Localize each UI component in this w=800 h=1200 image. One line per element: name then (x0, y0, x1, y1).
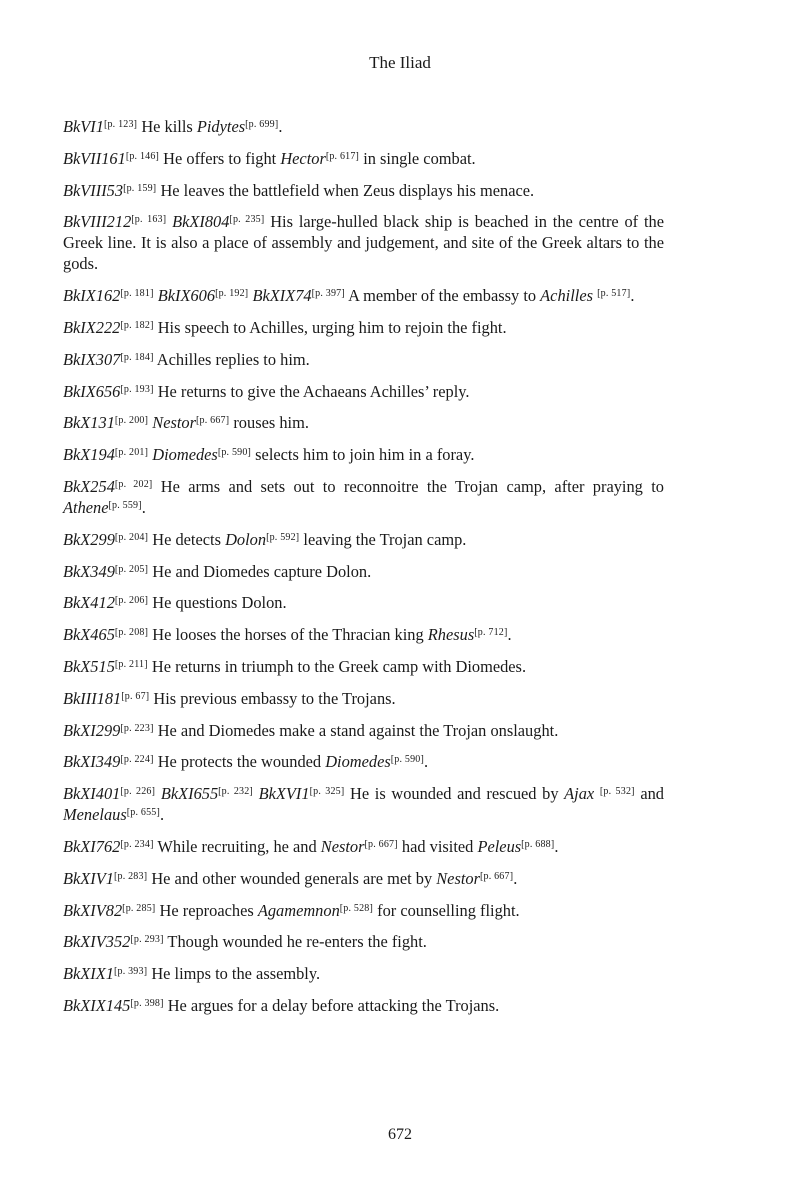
person-name-link[interactable]: Menelaus (63, 805, 127, 825)
entry-text: He offers to fight (159, 148, 281, 168)
page-reference-link[interactable]: [p. 208] (114, 627, 149, 639)
entry-text: He looses the horses of the Thracian king (148, 625, 428, 645)
person-name-link[interactable]: Diomedes (152, 445, 218, 465)
page-reference-link[interactable]: [p. 211] (114, 658, 148, 670)
entry-text: He kills (137, 117, 197, 136)
index-entry (63, 211, 664, 274)
book-reference-link[interactable]: BkX299 (63, 529, 115, 549)
page-reference-link[interactable]: [p. 532] (599, 786, 635, 798)
person-name-link[interactable]: Achilles (540, 286, 593, 306)
book-reference-link[interactable]: BkX465 (63, 625, 115, 645)
page-reference-link[interactable]: [p. 712] (474, 627, 508, 639)
page-reference-link[interactable]: [p. 184] (120, 351, 154, 363)
entry-text: selects him to join him in a foray. (251, 445, 475, 465)
entry-text: . (507, 625, 512, 645)
entry-text: leaving the Trojan camp. (299, 529, 467, 549)
entry-text: He detects (148, 529, 226, 549)
index-entry (63, 349, 664, 370)
entry-text: . (160, 805, 165, 825)
entry-text: and (634, 784, 664, 804)
book-reference-link[interactable]: BkX254 (63, 476, 115, 496)
entry-text: His previous embassy to the Trojans. (149, 688, 396, 708)
book-reference-link[interactable]: BkX515 (63, 656, 115, 676)
index-entry (63, 751, 664, 772)
person-name-link[interactable]: Hector (280, 148, 326, 168)
book-reference-link[interactable]: BkVIII53 (63, 180, 124, 200)
book-reference-link[interactable]: BkX412 (63, 593, 115, 613)
index-entry (63, 836, 664, 857)
index-entries (63, 116, 664, 1027)
page-reference-link[interactable]: [p. 223] (120, 722, 154, 734)
index-entry (63, 900, 664, 921)
entry-text: in single combat. (359, 148, 476, 168)
page-reference-link[interactable]: [p. 283] (113, 870, 148, 882)
page-reference-link[interactable]: [p. 617] (325, 150, 360, 162)
entry-text: He and Diomedes capture Dolon. (148, 561, 372, 581)
page-reference-link[interactable]: [p. 397] (311, 288, 345, 300)
index-entry (63, 529, 664, 550)
person-name-link[interactable]: Ajax (564, 784, 595, 804)
book-reference-link[interactable]: BkVI1 (63, 117, 104, 136)
book-reference-link[interactable]: BkXI762 (63, 836, 121, 856)
person-name-link[interactable]: Peleus (477, 836, 522, 856)
page-reference-link[interactable]: [p. 224] (120, 754, 154, 766)
person-name-link[interactable]: Nestor (436, 868, 480, 888)
page-reference-link[interactable]: [p. 163] (131, 214, 167, 226)
person-name-link[interactable]: Diomedes (325, 752, 391, 772)
person-name-link[interactable]: Athene (63, 497, 109, 517)
page-reference-link[interactable]: [p. 204] (114, 531, 149, 543)
page-reference-link[interactable]: [p. 146] (125, 150, 160, 162)
entry-text: A member of the embassy to (344, 286, 541, 306)
book-reference-link[interactable]: BkX194 (63, 445, 115, 465)
index-entry (63, 412, 664, 433)
entry-text: . (278, 117, 283, 136)
index-entry (63, 476, 664, 518)
book-reference-link[interactable]: BkXIV352 (63, 932, 131, 952)
entry-text: Though wounded he re-enters the fight. (163, 932, 427, 952)
page-reference-link[interactable]: [p. 592] (266, 531, 300, 543)
entry-text: He leaves the battlefield when Zeus displays his menace. (156, 180, 535, 200)
book-reference-link[interactable]: BkX131 (63, 413, 115, 433)
index-entry (63, 444, 664, 465)
entry-text: He arms and sets out to reconnoitre the Trojan camp, after praying to (152, 476, 664, 496)
index-entry (63, 720, 664, 741)
index-entry (63, 592, 664, 613)
book-reference-link[interactable]: BkIX222 (63, 317, 121, 337)
book-reference-link[interactable]: BkXIX74 (252, 286, 312, 306)
entry-text: He is wounded and rescued by (344, 784, 565, 804)
book-reference-link[interactable]: BkVIII212 (63, 212, 132, 232)
page-reference-link[interactable]: [p. 205] (114, 563, 149, 575)
index-entry (63, 688, 664, 709)
book-reference-link[interactable]: BkIX307 (63, 349, 121, 369)
person-name-link[interactable]: Rhesus (427, 625, 475, 645)
running-title: The Iliad (369, 53, 431, 72)
page-reference-link[interactable]: [p. 159] (123, 182, 157, 194)
book-reference-link[interactable]: BkIX606 (157, 286, 216, 306)
index-entry (63, 995, 664, 1016)
index-entry (63, 963, 664, 984)
entry-text: . (141, 497, 146, 517)
entry-text: He argues for a delay before attacking the Trojans. (163, 995, 500, 1015)
book-reference-link[interactable]: BkXI349 (63, 752, 121, 772)
index-entry (63, 148, 664, 169)
person-name-link[interactable]: Pidytes (196, 117, 246, 136)
entry-text: He returns in triumph to the Greek camp with Diomedes. (147, 656, 527, 676)
book-reference-link[interactable]: BkIII181 (63, 688, 122, 708)
person-name-link[interactable]: Nestor (320, 836, 365, 856)
page-reference-link[interactable]: [p. 667] (195, 415, 230, 427)
book-reference-link[interactable]: BkXIX145 (63, 995, 131, 1015)
index-entry (63, 656, 664, 677)
entry-text: He and other wounded generals are met by (147, 868, 437, 888)
book-reference-link[interactable]: BkXIV82 (63, 900, 123, 920)
index-entry (63, 783, 664, 825)
page-reference-link[interactable]: [p. 123] (103, 119, 138, 130)
page-reference-link[interactable]: [p. 528] (339, 902, 374, 914)
book-reference-link[interactable]: BkIX656 (63, 381, 121, 401)
book-reference-link[interactable]: BkXI401 (63, 784, 121, 804)
page-reference-link[interactable]: [p. 226] (120, 786, 156, 798)
page-reference-link[interactable]: [p. 398] (130, 997, 164, 1009)
page-reference-link[interactable]: [p. 201] (114, 447, 149, 459)
entry-text: . (424, 752, 429, 772)
book-reference-link[interactable]: BkXI655 (160, 784, 219, 804)
page-reference-link[interactable]: [p. 325] (309, 786, 345, 798)
page-reference-link[interactable]: [p. 590] (390, 754, 425, 766)
page-reference-link[interactable]: [p. 655] (126, 807, 160, 819)
index-entry (63, 868, 664, 889)
book-reference-link[interactable]: BkXIX1 (63, 964, 114, 984)
entry-text: He limps to the assembly. (147, 964, 321, 984)
page-reference-link[interactable]: [p. 181] (120, 288, 154, 300)
book-reference-link[interactable]: BkVII161 (63, 148, 126, 168)
entry-text: had visited (397, 836, 478, 856)
index-entry (63, 317, 664, 338)
entry-text: . (630, 286, 635, 306)
person-name-link[interactable]: Nestor (152, 413, 196, 433)
entry-text: His large-hulled black ship is beached in the centre of the Greek line. It is also a place of assembly and judgement, and site of the Greek altars to the gods. (63, 212, 664, 274)
page-reference-link[interactable]: [p. 393] (113, 966, 148, 978)
index-entry (63, 624, 664, 645)
page-reference-link[interactable]: [p. 285] (122, 902, 156, 914)
index-entry (63, 381, 664, 402)
index-entry (63, 931, 664, 952)
index-entry (63, 180, 664, 201)
page-reference-link[interactable]: [p. 234] (120, 838, 154, 850)
person-name-link[interactable]: Agamemnon (257, 900, 340, 920)
entry-text: He protects the wounded (153, 752, 326, 772)
entry-text: He and Diomedes make a stand against the Trojan onslaught. (153, 720, 559, 740)
page-reference-link[interactable]: [p. 200] (114, 415, 149, 427)
page-reference-link[interactable]: [p. 192] (215, 288, 249, 300)
entry-text: rouses him. (229, 413, 309, 433)
page-reference-link[interactable]: [p. 67] (121, 690, 150, 702)
page-reference-link[interactable]: [p. 293] (130, 934, 164, 946)
page-number: 672 (388, 1126, 412, 1143)
page-reference-link[interactable]: [p. 688] (521, 838, 555, 850)
book-reference-link[interactable]: BkXIV1 (63, 868, 114, 888)
page-reference-link[interactable]: [p. 559] (108, 499, 142, 511)
page-reference-link[interactable]: [p. 667] (364, 838, 398, 850)
index-entry (63, 116, 664, 137)
entry-text: His speech to Achilles, urging him to rejoin the fight. (153, 317, 507, 337)
page-reference-link[interactable]: [p. 235] (229, 214, 265, 226)
entry-text: He returns to give the Achaeans Achilles’ reply. (153, 381, 470, 401)
book-reference-link[interactable]: BkXVI1 (258, 784, 310, 804)
page-reference-link[interactable]: [p. 206] (114, 595, 149, 607)
index-entry (63, 285, 664, 306)
page-reference-link[interactable]: [p. 590] (217, 447, 252, 459)
index-entry (63, 561, 664, 582)
page-reference-link[interactable]: [p. 193] (120, 383, 154, 395)
book-reference-link[interactable]: BkXI804 (172, 212, 230, 232)
page-reference-link[interactable]: [p. 182] (120, 319, 154, 331)
page-reference-link[interactable]: [p. 517] (597, 288, 631, 300)
entry-text: He reproaches (155, 900, 258, 920)
entry-text: for counselling flight. (373, 900, 520, 920)
page-reference-link[interactable]: [p. 667] (479, 870, 514, 882)
page-reference-link[interactable]: [p. 202] (114, 478, 153, 490)
book-reference-link[interactable]: BkX349 (63, 561, 115, 581)
book-reference-link[interactable]: BkXI299 (63, 720, 121, 740)
entry-text: . (554, 836, 559, 856)
entry-text: Achilles replies to him. (153, 349, 310, 369)
entry-text: While recruiting, he and (153, 836, 321, 856)
page-reference-link[interactable]: [p. 699] (245, 119, 279, 130)
entry-text: . (513, 868, 518, 888)
book-reference-link[interactable]: BkIX162 (63, 286, 121, 306)
page-reference-link[interactable]: [p. 232] (218, 786, 253, 798)
entry-text: He questions Dolon. (148, 593, 287, 613)
person-name-link[interactable]: Dolon (225, 529, 267, 549)
